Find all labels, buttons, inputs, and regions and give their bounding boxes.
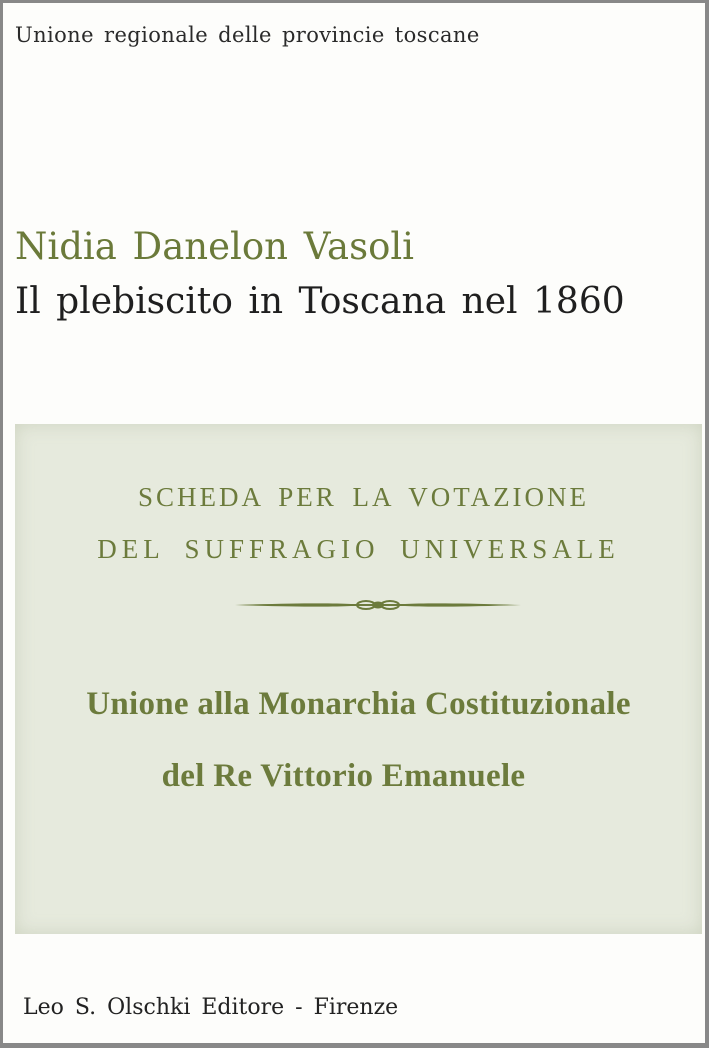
ballot-text-line-1: Unione alla Monarchia Costituzionale xyxy=(86,686,631,722)
ballot-image xyxy=(15,424,702,934)
publisher-imprint: Leo S. Olschki Editore - Firenze xyxy=(23,995,399,1020)
book-title: Il plebiscito in Toscana nel 1860 xyxy=(15,281,625,322)
author-name: Nidia Danelon Vasoli xyxy=(15,225,415,268)
ballot-heading-line-1: SCHEDA PER LA VOTAZIONE xyxy=(137,482,590,512)
ballot-heading-line-2: DEL SUFFRAGIO UNIVERSALE xyxy=(97,534,620,564)
ornamental-divider xyxy=(233,598,523,612)
series-name: Unione regionale delle provincie toscane xyxy=(15,23,480,47)
ballot-text-line-2: del Re Vittorio Emanuele xyxy=(161,758,526,794)
